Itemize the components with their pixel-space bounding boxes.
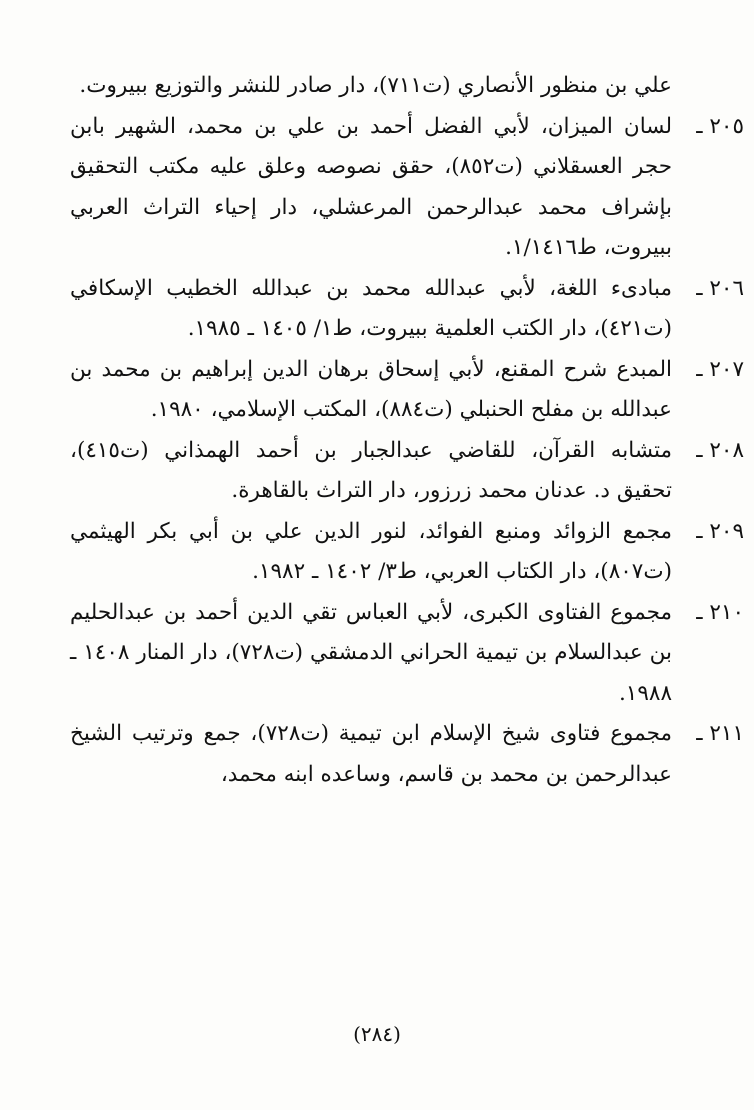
continuation-entry bbox=[70, 66, 672, 107]
entry-text: مجموع فتاوى شيخ الإسلام ابن تيمية (ت٧٢٨)، جمع وترتيب الشيخ عبدالرحمن بن محمد بن قاسم، وساعده ابنه محمد، bbox=[70, 721, 672, 787]
bibliography-entry-206 bbox=[70, 269, 744, 350]
bibliography-entry-210 bbox=[70, 593, 744, 715]
bibliography-entry-205 bbox=[70, 107, 744, 269]
entry-number: ٢٠٦ ـ bbox=[696, 275, 744, 301]
entry-number: ٢٠٥ ـ bbox=[696, 113, 744, 139]
bibliography-entry-208 bbox=[70, 431, 744, 512]
entry-text: لسان الميزان، لأبي الفضل أحمد بن علي بن محمد، الشهير بابن حجر العسقلاني (ت٨٥٢)، حقق نصوصه وعلق عليه مكتب التحقيق بإشراف محمد عبدالرحمن المرعشلي، دار إحياء التراث العربي ببيروت، ط١/١٤١٦. bbox=[70, 113, 673, 260]
bibliography-entry-211 bbox=[70, 714, 744, 795]
bibliography-entry-207 bbox=[70, 350, 744, 431]
page-number: (٢٨٤) bbox=[353, 1022, 401, 1046]
bibliography-list bbox=[70, 66, 744, 795]
entry-text: مبادىء اللغة، لأبي عبدالله محمد بن عبدالله الخطيب الإسكافي (ت٤٢١)، دار الكتب العلمية ببيروت، ط١/ ١٤٠٥ ـ ١٩٨٥. bbox=[70, 275, 672, 341]
entry-text: مجموع الفتاوى الكبرى، لأبي العباس تقي الدين أحمد بن عبدالحليم بن عبدالسلام بن تيمية الحراني الدمشقي (ت٧٢٨)، دار المنار ١٤٠٨ ـ ١٩٨٨. bbox=[70, 599, 673, 706]
entry-text: متشابه القرآن، للقاضي عبدالجبار بن أحمد الهمذاني (ت٤١٥)، تحقيق د. عدنان محمد زرزور، دار التراث بالقاهرة. bbox=[70, 437, 672, 503]
bibliography-entry-209 bbox=[70, 512, 744, 593]
entry-number: ٢٠٧ ـ bbox=[696, 356, 744, 382]
entry-text: المبدع شرح المقنع، لأبي إسحاق برهان الدين إبراهيم بن محمد بن عبدالله بن مفلح الحنبلي (ت٨٨٤)، المكتب الإسلامي، ١٩٨٠. bbox=[70, 356, 672, 422]
entry-number: ٢١١ ـ bbox=[696, 721, 744, 746]
entry-text: مجمع الزوائد ومنبع الفوائد، لنور الدين علي بن أبي بكر الهيثمي (ت٨٠٧)، دار الكتاب العربي، ط٣/ ١٤٠٢ ـ ١٩٨٢. bbox=[70, 518, 672, 584]
entry-text: علي بن منظور الأنصاري (ت٧١١)، دار صادر للنشر والتوزيع ببيروت. bbox=[79, 73, 672, 98]
entry-number: ٢٠٩ ـ bbox=[696, 518, 744, 544]
entry-number: ٢٠٨ ـ bbox=[696, 437, 744, 463]
entry-number: ٢١٠ ـ bbox=[696, 599, 744, 625]
